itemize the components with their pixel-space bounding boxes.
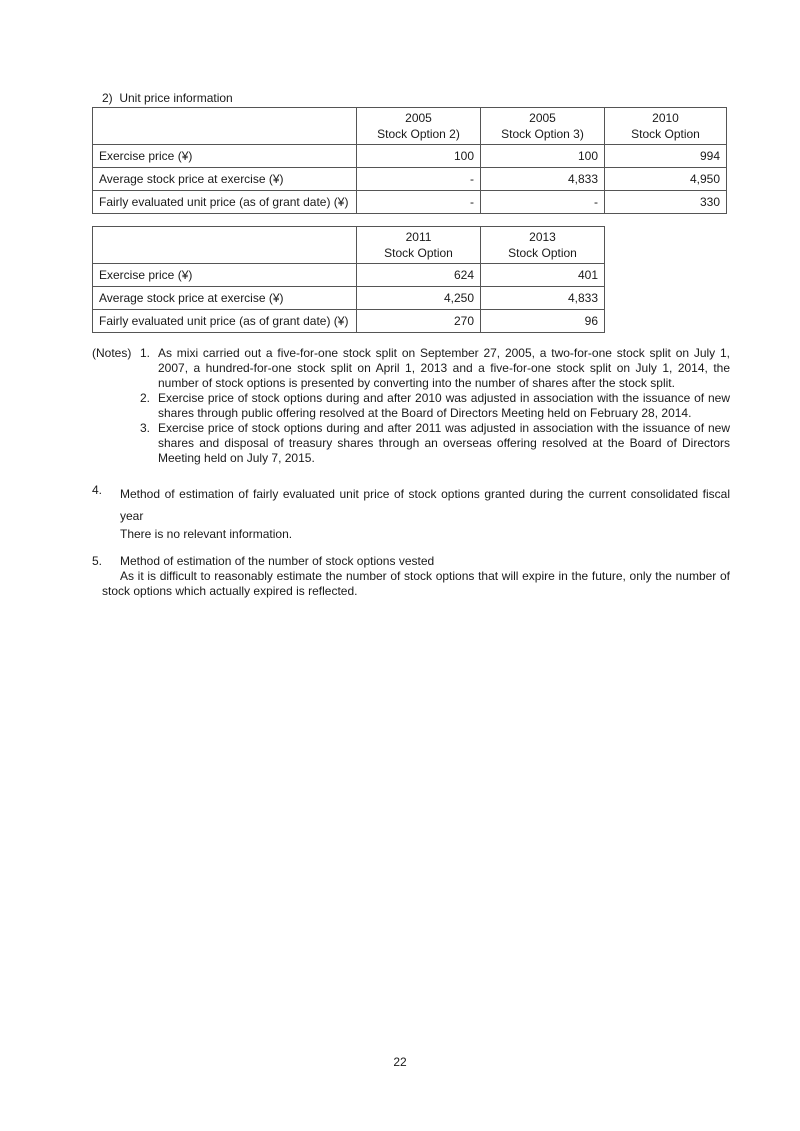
table-cell: 4,833: [481, 168, 605, 191]
table-cell: 4,950: [605, 168, 727, 191]
table-cell: 96: [481, 310, 605, 333]
table-cell: 994: [605, 145, 727, 168]
row-label: Fairly evaluated unit price (as of grant date) (¥): [93, 310, 357, 333]
column-name: Stock Option 3): [501, 127, 584, 141]
column-header: [357, 108, 481, 145]
section-heading: Method of estimation of the number of stock options vested: [120, 554, 435, 568]
table-cell: -: [481, 191, 605, 214]
column-name: Stock Option 2): [377, 127, 460, 141]
table-cell: 4,250: [357, 287, 481, 310]
table-row: [93, 264, 605, 287]
note-number: 3.: [140, 421, 151, 435]
column-header: [481, 227, 605, 264]
column-header: [357, 227, 481, 264]
table-cell: -: [357, 191, 481, 214]
table-row: [93, 168, 727, 191]
section-heading: Method of estimation of fairly evaluated unit price of stock options granted during the current consolidated fiscal year: [120, 487, 730, 523]
row-label: Exercise price (¥): [93, 145, 357, 168]
column-year: 2005: [529, 111, 556, 125]
table-cell: 100: [357, 145, 481, 168]
column-header: [605, 108, 727, 145]
note-item: [140, 421, 730, 466]
column-year: 2011: [405, 230, 432, 244]
column-name: Stock Option: [631, 127, 700, 141]
table-cell: 4,833: [481, 287, 605, 310]
note-number: 2.: [140, 391, 151, 405]
section-number: 4.: [92, 483, 103, 497]
header-empty-cell: [93, 108, 357, 145]
table-row: [93, 287, 605, 310]
page-number: 22: [393, 1055, 407, 1069]
column-year: 2010: [652, 111, 679, 125]
section-title: 2) Unit price information: [102, 91, 233, 105]
note-number: 1.: [140, 346, 151, 360]
row-label: Average stock price at exercise (¥): [93, 287, 357, 310]
section-body: There is no relevant information.: [120, 527, 293, 541]
section-4: [92, 483, 730, 542]
row-label: Exercise price (¥): [93, 264, 357, 287]
unit-price-table-1: [92, 107, 727, 214]
section-number: 5.: [92, 554, 103, 568]
table-header-row: [93, 227, 605, 264]
section-5: [92, 554, 730, 599]
table-cell: -: [357, 168, 481, 191]
table-cell: 270: [357, 310, 481, 333]
table-header-row: [93, 108, 727, 145]
table-cell: 401: [481, 264, 605, 287]
column-year: 2013: [529, 230, 556, 244]
unit-price-table-2: [92, 226, 605, 333]
note-item: [140, 391, 730, 421]
note-text: Exercise price of stock options during and after 2011 was adjusted in association with the issuance of new shares and disposal of treasury shares through an overseas offering resolved at the Board of Directors Meeting held on July 7, 2015.: [158, 421, 730, 465]
table-row: [93, 191, 727, 214]
table-cell: 624: [357, 264, 481, 287]
note-text: Exercise price of stock options during and after 2010 was adjusted in association with the issuance of new shares through public offering resolved at the Board of Directors Meeting held on February 28, 2014.: [158, 391, 730, 420]
table-row: [93, 310, 605, 333]
notes-heading: (Notes): [92, 346, 132, 360]
table-row: [93, 145, 727, 168]
table-cell: 100: [481, 145, 605, 168]
column-name: Stock Option: [384, 246, 453, 260]
column-name: Stock Option: [508, 246, 577, 260]
section-body: As it is difficult to reasonably estimate the number of stock options that will expire in the future, only the number of stock options which actually expired is reflected.: [102, 569, 730, 598]
column-header: [481, 108, 605, 145]
header-empty-cell: [93, 227, 357, 264]
row-label: Fairly evaluated unit price (as of grant date) (¥): [93, 191, 357, 214]
row-label: Average stock price at exercise (¥): [93, 168, 357, 191]
column-year: 2005: [405, 111, 432, 125]
note-text: As mixi carried out a five-for-one stock split on September 27, 2005, a two-for-one stock split on July 1, 2007, a hundred-for-one stock split on April 1, 2013 and a five-for-one stock split on July 1, 2014, the number of stock options is presented by converting into the number of shares after the stock split.: [158, 346, 730, 390]
table-cell: 330: [605, 191, 727, 214]
note-item: [140, 346, 730, 391]
